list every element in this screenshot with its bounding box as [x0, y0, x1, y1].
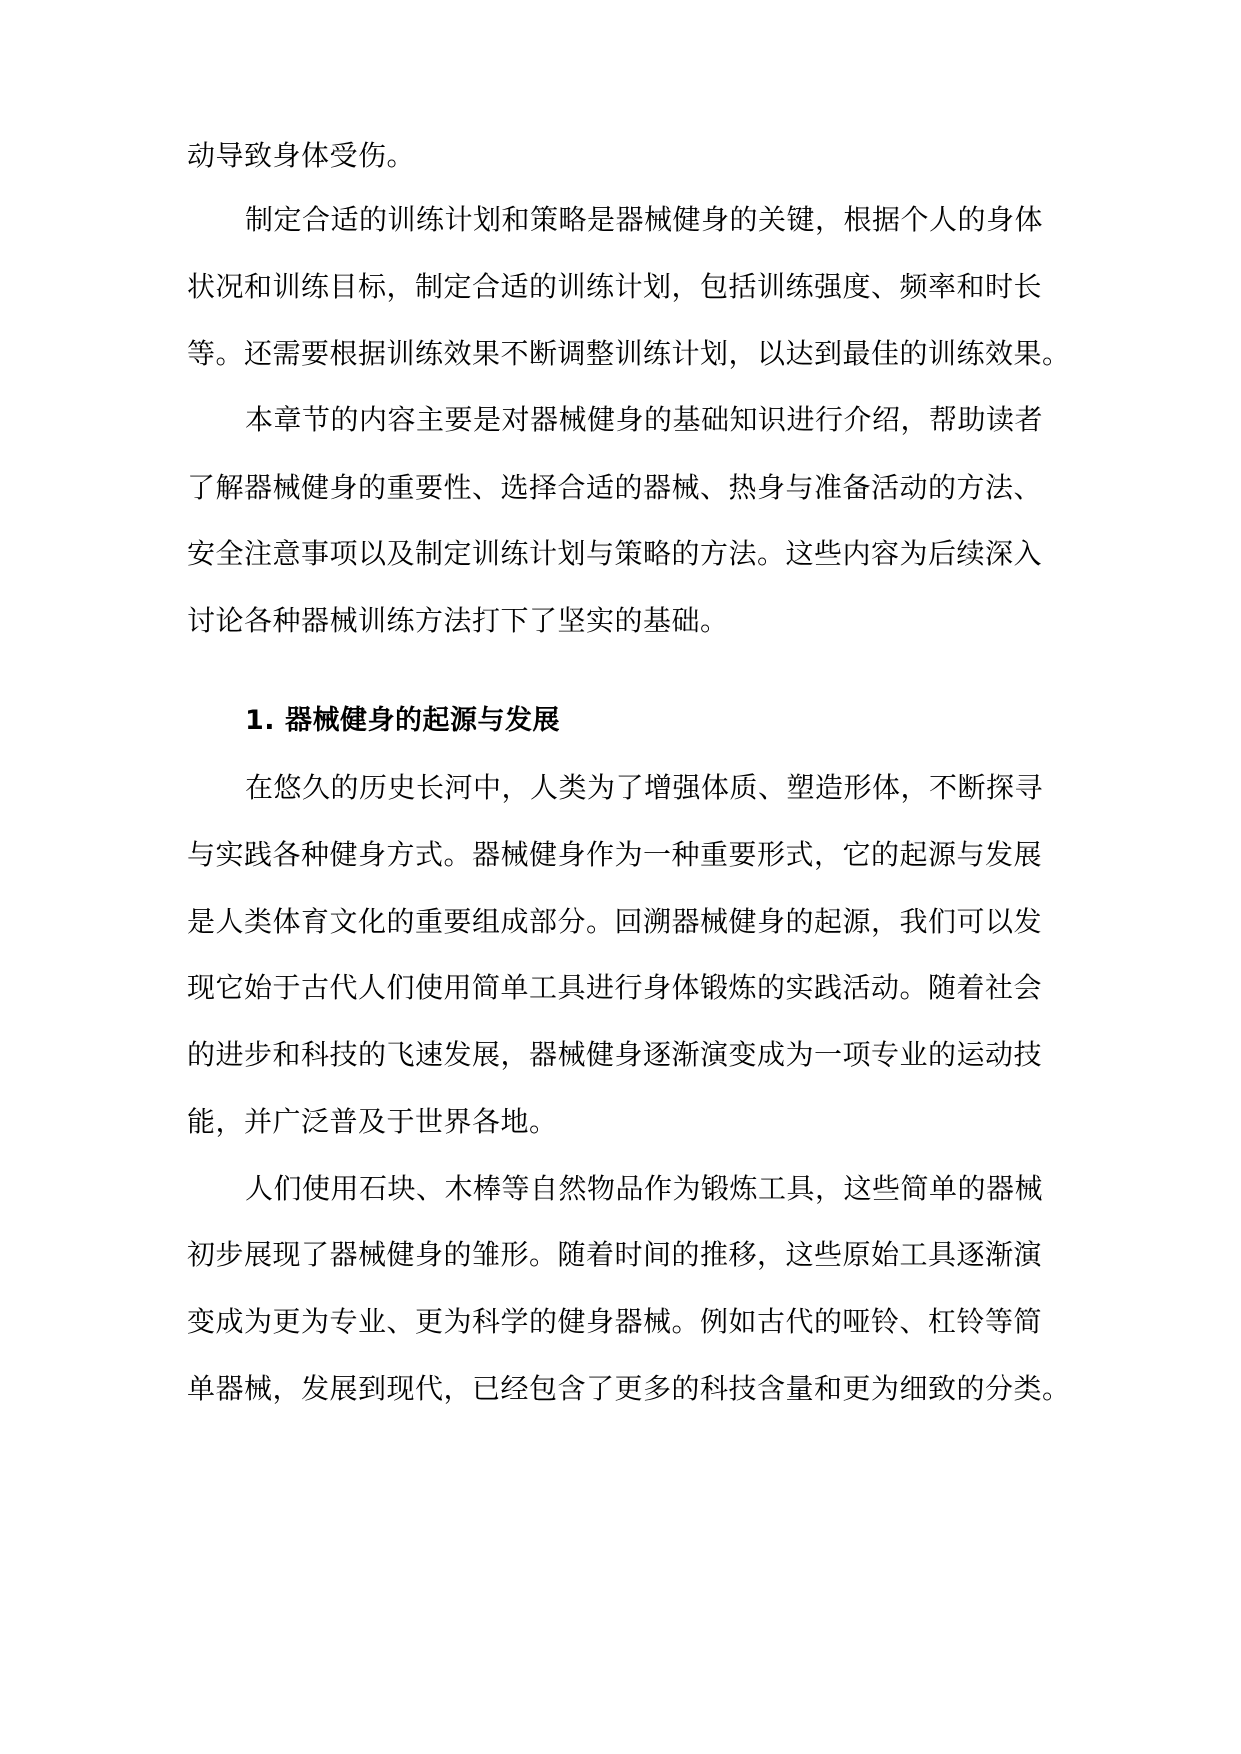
paragraph-line: 单器械，发展到现代，已经包含了更多的科技含量和更为细致的分类。 [187, 1372, 1071, 1405]
paragraph-line: 人们使用石块、木棒等自然物品作为锻炼工具，这些简单的器械 [245, 1172, 1044, 1205]
paragraph-line: 在悠久的历史长河中，人类为了增强体质、塑造形体，不断探寻 [245, 771, 1044, 804]
paragraph-line: 等。还需要根据训练效果不断调整训练计划，以达到最佳的训练效果。 [187, 337, 1071, 370]
paragraph-line: 初步展现了器械健身的雏形。随着时间的推移，这些原始工具逐渐演 [187, 1238, 1043, 1271]
paragraph-line: 讨论各种器械训练方法打下了坚实的基础。 [187, 604, 729, 637]
paragraph-line: 安全注意事项以及制定训练计划与策略的方法。这些内容为后续深入 [187, 537, 1043, 570]
paragraph-line: 与实践各种健身方式。器械健身作为一种重要形式，它的起源与发展 [187, 838, 1043, 871]
paragraph-line: 变成为更为专业、更为科学的健身器械。例如古代的哑铃、杠铃等简 [187, 1305, 1043, 1338]
section-heading: 1. 器械健身的起源与发展 [245, 705, 560, 736]
paragraph-line: 状况和训练目标，制定合适的训练计划，包括训练强度、频率和时长 [187, 270, 1043, 303]
paragraph-line: 现它始于古代人们使用简单工具进行身体锻炼的实践活动。随着社会 [187, 971, 1043, 1004]
paragraph-line: 了解器械健身的重要性、选择合适的器械、热身与准备活动的方法、 [187, 471, 1043, 504]
paragraph-line: 的进步和科技的飞速发展，器械健身逐渐演变成为一项专业的运动技 [187, 1038, 1043, 1071]
paragraph-line: 能，并广泛普及于世界各地。 [187, 1105, 558, 1138]
paragraph-line: 本章节的内容主要是对器械健身的基础知识进行介绍，帮助读者 [245, 403, 1044, 436]
paragraph-line: 是人类体育文化的重要组成部分。回溯器械健身的起源，我们可以发 [187, 905, 1043, 938]
paragraph-line: 动导致身体受伤。 [187, 139, 416, 172]
paragraph-line: 制定合适的训练计划和策略是器械健身的关键，根据个人的身体 [245, 203, 1044, 236]
